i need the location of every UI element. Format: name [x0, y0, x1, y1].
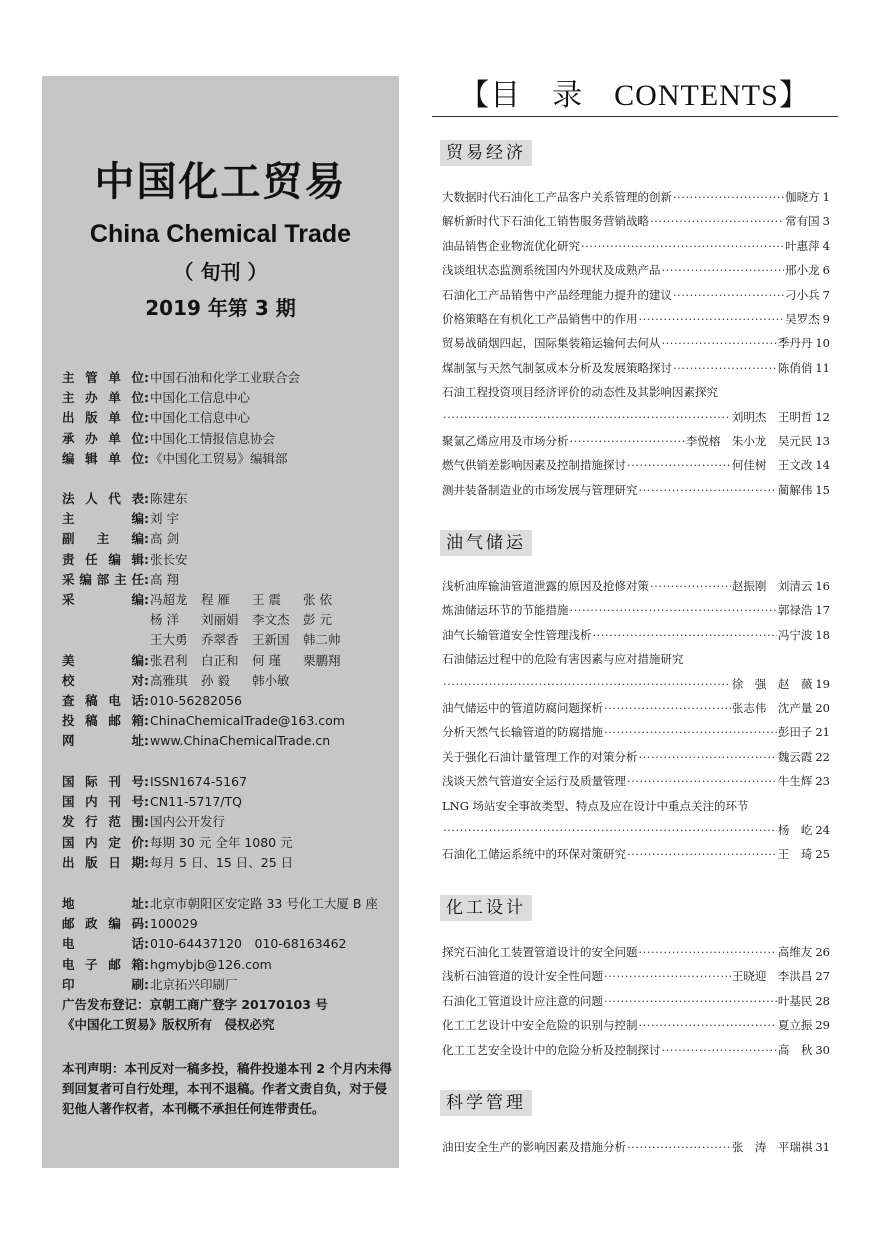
org-info: [62, 368, 392, 469]
toc-leader-dots: [639, 1013, 777, 1037]
toc-entry-page: 12: [815, 409, 830, 424]
toc-entry-authors: 赵振刚 刘清云: [731, 579, 813, 593]
toc-entry-title: 测井装备制造业的市场发展与管理研究: [442, 482, 638, 497]
toc-entry[interactable]: 石油储运过程中的危险有害因素与应对措施研究: [442, 652, 684, 667]
toc-entry-page: 4: [822, 238, 830, 253]
toc-entry-page: 24: [815, 823, 830, 837]
staff-row-label: 责任编辑: [62, 551, 144, 567]
proofreader-name: 孙 毅: [201, 672, 230, 688]
toc-leader-dots: [604, 720, 777, 744]
art-editor-name: 栗鹏翔: [303, 652, 341, 668]
contact-row: 网址 : www.ChinaChemicalTrade.cn: [62, 731, 392, 751]
contact-row-label: 网址: [62, 733, 144, 749]
toc-entry[interactable]: 石油工程投资项目经济评价的动态性及其影响因素探究: [442, 385, 718, 400]
toc-entry-title: 石油化工管道设计应注意的问题: [442, 993, 603, 1008]
toc-leader-dots: [650, 574, 731, 598]
toc-entry[interactable]: [442, 672, 830, 696]
reporters-row: [62, 610, 392, 630]
toc-leader-dots: [604, 964, 731, 988]
publication-row: 发行范围 : 国内公开发行: [62, 812, 392, 832]
toc-entry-title: 化工工艺设计中安全危险的识别与控制: [442, 1018, 638, 1033]
toc-entry-title: 浅析石油管道的设计安全性问题: [442, 969, 603, 984]
toc-entry-title: 石油化工储运系统中的环保对策研究: [442, 847, 626, 862]
toc-entry-authors: 李悦榕 朱小龙 吴元民: [685, 434, 813, 448]
toc-entry[interactable]: LNG 场站安全事故类型、特点及应在设计中重点关注的环节: [442, 798, 749, 813]
toc-leader-dots: [662, 331, 777, 355]
toc-entry[interactable]: [442, 964, 830, 988]
publication-row-value: 每期 30 元 全年 1080 元: [150, 834, 293, 850]
toc-entry-authors: 高维友: [777, 945, 813, 959]
reporters-row: 采编 : 冯超龙 程 雁 王 震 张 依: [62, 590, 392, 610]
toc-entry-authors: 蔺解伟: [777, 482, 813, 497]
address-row-label: 印刷: [62, 976, 144, 992]
magazine-frequency: （ 旬刊 ）: [173, 260, 268, 284]
toc-leader-dots: [581, 234, 784, 258]
staff-row-label: 采编部主任: [62, 571, 144, 587]
reporters-label: 采编: [62, 591, 144, 607]
staff-row-label: 主编: [62, 511, 144, 527]
publication-row-label: 出版日期: [62, 854, 144, 870]
proofreaders-row: 校对 : 高雅琪 孙 毅 韩小敏: [62, 671, 392, 691]
toc-entry-title: 分析天然气长输管道的防腐措施: [442, 725, 603, 740]
toc-leader-dots: [627, 842, 777, 866]
publication-row-value: 国内公开发行: [150, 814, 226, 830]
toc-entry[interactable]: [442, 1135, 830, 1159]
section-heading: 化工设计: [440, 895, 532, 921]
toc-entry-page: 3: [822, 214, 830, 229]
address-row-label: 地址: [62, 896, 144, 911]
reporter-names: [150, 590, 354, 610]
toc-entry-page: 18: [815, 627, 830, 642]
toc-entry[interactable]: [442, 356, 830, 380]
contact-row-value: www.ChinaChemicalTrade.cn: [150, 733, 331, 749]
toc-entry-page: 14: [815, 458, 830, 473]
staff-row: 法人代表 : 陈建东: [62, 489, 392, 509]
address-row-value: 100029: [150, 916, 198, 932]
org-info-row-value: 中国石油和化学工业联合会: [150, 370, 301, 385]
toc-leader-dots: [673, 356, 777, 380]
toc-entry-page: 15: [815, 482, 830, 497]
toc-entry-page: 1: [822, 190, 830, 204]
toc-leader-dots: [673, 185, 784, 209]
toc-leader-dots: [650, 209, 784, 233]
toc-title: 【目 录 CONTENTS】: [459, 79, 810, 112]
contact-row-value: ChinaChemicalTrade@163.com: [150, 713, 345, 729]
magazine-title-en: China Chemical Trade: [89, 220, 352, 248]
toc-entry-title: 燃气供销差影响因素及控制措施探讨: [442, 458, 626, 473]
toc-leader-dots: [627, 453, 731, 477]
toc-entry-authors: 刘明杰 王明哲: [731, 409, 813, 424]
publication-row-label: 国内定价: [62, 834, 144, 850]
section-heading: 科学管理: [440, 1090, 532, 1116]
reporter-name: 张 依: [303, 591, 332, 607]
toc-entry-page: 6: [822, 263, 830, 278]
toc-entry[interactable]: [442, 283, 830, 307]
publication-row: 国内刊号 : CN11-5717/TQ: [62, 792, 392, 812]
toc-entry-page: 30: [815, 1042, 830, 1057]
toc-entry-title: 解析新时代下石油化工销售服务营销战略: [442, 214, 649, 229]
toc-entry-page: 22: [815, 749, 830, 764]
toc-leader-dots: [570, 429, 685, 453]
org-info-row-label: 编辑单位: [62, 450, 144, 466]
toc-entry[interactable]: [442, 818, 830, 842]
toc-entry[interactable]: [442, 478, 830, 502]
toc-entry-page: 20: [815, 701, 830, 715]
toc-entry-authors: 季丹丹: [777, 336, 813, 351]
reporter-names: [150, 630, 354, 650]
staff-row-label: 副主编: [62, 531, 144, 547]
toc-entry-authors: 陈俏俏: [777, 360, 813, 375]
journal-statement: 本刊声明：本刊反对一稿多投，稿件投递本刊 2 个月内未得到回复者可自行处理，本刊不退稿。作者文责自负，对于侵犯他人著作权者，本刊概不承担任何连带责任。: [62, 1061, 392, 1116]
address-row: 印刷 : 北京拓兴印刷厂: [62, 975, 392, 995]
toc-entry[interactable]: [442, 209, 830, 233]
toc-entry-page: 13: [815, 434, 830, 448]
toc-entry[interactable]: [442, 331, 830, 355]
toc-entry-page: 25: [815, 847, 830, 862]
staff-row: 副主编 : 高 剑: [62, 529, 392, 549]
reporter-names: [150, 610, 354, 630]
toc-leader-dots: [639, 307, 785, 331]
reporter-name: 王新国: [252, 632, 290, 648]
address-row-value: hgmybjb@126.com: [150, 956, 272, 972]
contact-row-label: 投稿邮箱: [62, 713, 144, 729]
toc-entry-authors: 何佳树 王文改: [731, 458, 813, 473]
toc-entry-page: 26: [815, 945, 830, 959]
toc-entry-page: 17: [815, 603, 830, 618]
toc-leader-dots: [627, 1135, 731, 1159]
toc-leader-dots: [443, 405, 731, 429]
toc-entry-authors: 张志伟 沈产量: [731, 701, 813, 715]
toc-entry-title: 浅析油库输油管道泄露的原因及抢修对策: [442, 579, 649, 593]
masthead-panel: [42, 76, 399, 1168]
toc-entry-authors: 张 涛 平瑞祺: [731, 1140, 813, 1154]
proofreader-name: 高雅琪: [150, 672, 188, 688]
org-info-row: 主办单位 : 中国化工信息中心: [62, 388, 392, 408]
org-info-row: 承办单位 : 中国化工情报信息协会: [62, 429, 392, 449]
publication-row-value: CN11-5717/TQ: [150, 794, 242, 810]
address-row-value: 北京拓兴印刷厂: [150, 976, 238, 992]
publication-row-label: 国内刊号: [62, 794, 144, 810]
toc-entry-page: 19: [815, 676, 830, 691]
issue-number: 2019 年第 3 期: [145, 296, 296, 320]
address-row-value: 010-64437120 010-68163462: [150, 936, 347, 952]
toc-entry-page: 7: [822, 287, 830, 302]
org-info-row: 出版单位 : 中国化工信息中心: [62, 408, 392, 428]
org-info-row: 编辑单位 : 《中国化工贸易》编辑部: [62, 449, 392, 469]
proofreaders-names: [150, 671, 303, 691]
toc-entry-authors: 彭田子: [777, 725, 813, 740]
art-editor-name: 何 瑾: [252, 652, 281, 668]
toc-entry[interactable]: [442, 185, 830, 209]
reporter-name: 乔翠香: [201, 632, 239, 648]
toc-entry[interactable]: [442, 574, 830, 598]
toc-entry-authors: 邢小龙: [785, 263, 820, 278]
toc-entry[interactable]: [442, 405, 830, 429]
toc-leader-dots: [662, 258, 785, 282]
toc-leader-dots: [639, 478, 777, 502]
toc-leader-dots: [673, 283, 784, 307]
staff-row-label: 法人代表: [62, 491, 144, 506]
publication-row-label: 发行范围: [62, 814, 144, 830]
editorial-staff: [62, 489, 392, 751]
toc-entry-page: 10: [815, 336, 830, 351]
publication-row: 国际刊号 : ISSN1674-5167: [62, 772, 392, 792]
toc-entry-page: 9: [822, 312, 830, 326]
staff-row: 责任编辑 : 张长安: [62, 550, 392, 570]
toc-entry[interactable]: [442, 842, 830, 866]
toc-leader-dots: [443, 672, 731, 696]
art-editor-name: 张君利: [150, 652, 188, 668]
toc-entry[interactable]: [442, 940, 830, 964]
org-info-row: 主管单位 : 中国石油和化学工业联合会: [62, 368, 392, 388]
toc-entry-title: 石油化工产品销售中产品经理能力提升的建议: [442, 287, 672, 302]
toc-entry[interactable]: [442, 696, 830, 720]
toc-entry-title: 油气长输管道安全性管理浅析: [442, 627, 592, 642]
toc-leader-dots: [662, 1038, 777, 1062]
toc-entry-page: 23: [815, 774, 830, 789]
art-editors-row: 美编 : 张君利 白正和 何 瑾 栗鹏翔: [62, 651, 392, 671]
toc-leader-dots: [443, 818, 777, 842]
publication-row: 出版日期 : 每月 5 日、15 日、25 日: [62, 853, 392, 873]
toc-entry-authors: 冯宁波: [777, 627, 813, 642]
toc-entry[interactable]: [442, 258, 830, 282]
address-info: [62, 894, 392, 1035]
address-row: 电子邮箱 : hgmybjb@126.com: [62, 955, 392, 975]
toc-entry-title: 浅谈组状态监测系统国内外现状及成熟产品: [442, 263, 661, 278]
toc-entry-title: 聚氯乙烯应用及市场分析: [442, 434, 569, 448]
staff-row-value: 张长安: [150, 551, 188, 567]
publication-info: [62, 772, 392, 873]
art-editor-name: 白正和: [201, 652, 239, 668]
toc-entry-authors: 夏立振: [777, 1018, 813, 1033]
toc-entry-page: 11: [815, 360, 830, 375]
toc-leader-dots: [639, 745, 777, 769]
toc-leader-dots: [593, 623, 777, 647]
toc-leader-dots: [627, 769, 777, 793]
publication-row-value: 每月 5 日、15 日、25 日: [150, 854, 294, 870]
reporters-label: [62, 630, 144, 650]
org-info-row-value: 中国化工信息中心: [150, 390, 251, 406]
address-row: 邮政编码 : 100029: [62, 914, 392, 934]
address-row-label: 邮政编码: [62, 916, 144, 932]
toc-entry-authors: 高 秋: [777, 1042, 813, 1057]
toc-entry[interactable]: [442, 769, 830, 793]
org-info-row-label: 主管单位: [62, 370, 144, 385]
art-editors-names: [150, 651, 354, 671]
address-row-label: 电子邮箱: [62, 956, 144, 972]
org-info-row-label: 承办单位: [62, 430, 144, 446]
publication-row: 国内定价 : 每期 30 元 全年 1080 元: [62, 833, 392, 853]
contact-row-value: 010-56282056: [150, 692, 242, 708]
toc-entry[interactable]: [442, 623, 830, 647]
reporter-name: 王大勇: [150, 632, 188, 648]
toc-leader-dots: [604, 989, 777, 1013]
proofreader-name: 韩小敏: [252, 672, 290, 688]
section-heading: 贸易经济: [440, 140, 532, 166]
org-info-row-label: 主办单位: [62, 390, 144, 406]
org-info-row-value: 中国化工情报信息协会: [150, 430, 276, 446]
toc-entry-title: 煤制氢与天然气制氢成本分析及发展策略探讨: [442, 360, 672, 375]
org-info-row-value: 《中国化工贸易》编辑部: [150, 450, 288, 466]
staff-row-value: 高 剑: [150, 531, 179, 547]
toc-entry-title: 化工工艺安全设计中的危险分析及控制探讨: [442, 1042, 661, 1057]
toc-entry[interactable]: [442, 453, 830, 477]
reporter-name: 刘丽娟: [201, 612, 239, 628]
address-row-label: 电话: [62, 936, 144, 952]
toc-entry-authors: 徐 强 赵 薇: [731, 676, 813, 691]
proofreaders-label: 校对: [62, 672, 144, 688]
staff-row: 采编部主任 : 高 翔: [62, 570, 392, 590]
reporter-name: 杨 洋: [150, 612, 179, 628]
staff-row-value: 陈建东: [150, 491, 188, 506]
toc-entry-title: 大数据时代石油化工产品客户关系管理的创新: [442, 190, 672, 204]
toc-entry-page: 29: [815, 1018, 830, 1033]
toc-entry-title: 浅谈天然气管道安全运行及质量管理: [442, 774, 626, 789]
toc-entry[interactable]: [442, 1013, 830, 1037]
toc-entry-title: 探究石油化工装置管道设计的安全问题: [442, 945, 638, 959]
ad-registration: 广告发布登记：京朝工商广登字 20170103 号: [62, 996, 328, 1012]
toc-entry-authors: 刁小兵: [785, 287, 820, 302]
address-row-value: 北京市朝阳区安定路 33 号化工大厦 B 座: [150, 896, 378, 911]
toc-entry-title: 油气储运中的管道防腐问题探析: [442, 701, 603, 715]
publication-row-label: 国际刊号: [62, 774, 144, 789]
toc-entry-page: 21: [815, 725, 830, 740]
contact-row-label: 查稿电话: [62, 692, 144, 708]
reporter-name: 李文杰: [252, 612, 290, 628]
toc-entry[interactable]: [442, 307, 830, 331]
staff-row-value: 刘 宇: [150, 511, 179, 527]
toc-entry[interactable]: [442, 598, 830, 622]
toc-entry-authors: 魏云霞: [777, 749, 813, 764]
toc-entry[interactable]: [442, 429, 830, 453]
reporter-name: 韩二帅: [303, 632, 341, 648]
toc-entry-authors: 常有国: [785, 214, 820, 229]
toc-entry[interactable]: [442, 234, 830, 258]
reporters-row: [62, 630, 392, 650]
contact-row: 查稿电话 : 010-56282056: [62, 691, 392, 711]
toc-entry-page: 16: [815, 579, 830, 593]
reporter-name: 程 雁: [201, 591, 230, 607]
art-editors-label: 美编: [62, 652, 144, 668]
org-info-row-label: 出版单位: [62, 410, 144, 426]
toc-entry[interactable]: [442, 989, 830, 1013]
toc-entry-title: 油田安全生产的影响因素及措施分析: [442, 1140, 626, 1154]
toc-entry-title: 油品销售企业物流优化研究: [442, 238, 580, 253]
magazine-title-cn: 中国化工贸易: [94, 159, 347, 205]
org-info-row-value: 中国化工信息中心: [150, 410, 251, 426]
staff-row-value: 高 翔: [150, 571, 179, 587]
section-heading: 油气储运: [440, 530, 532, 556]
toc-leader-dots: [604, 696, 731, 720]
toc-entry-authors: 伽晓方: [785, 190, 820, 204]
publication-row-value: ISSN1674-5167: [150, 774, 248, 789]
copyright-notice: 《中国化工贸易》版权所有 侵权必究: [62, 1017, 275, 1033]
toc-entry[interactable]: [442, 1038, 830, 1062]
toc-entry-authors: 叶基民: [777, 993, 813, 1008]
toc-entry-page: 28: [815, 993, 830, 1008]
toc-divider: [432, 116, 838, 117]
toc-entry[interactable]: [442, 745, 830, 769]
staff-row: 主编 : 刘 宇: [62, 509, 392, 529]
toc-entry-title: 关于强化石油计量管理工作的对策分析: [442, 749, 638, 764]
toc-entry-authors: 牛生辉: [777, 774, 813, 789]
toc-leader-dots: [639, 940, 777, 964]
reporter-name: 彭 元: [303, 612, 332, 628]
reporter-name: 王 震: [252, 591, 281, 607]
toc-entry-page: 31: [815, 1140, 830, 1154]
toc-entry-authors: 王 琦: [777, 847, 813, 862]
toc-entry-page: 27: [815, 969, 830, 984]
toc-entry[interactable]: [442, 720, 830, 744]
toc-entry-title: 价格策略在有机化工产品销售中的作用: [442, 312, 638, 326]
toc-entry-authors: 王晓迎 李洪昌: [731, 969, 813, 984]
toc-entry-authors: 吴罗杰: [785, 312, 820, 326]
toc-entry-title: 贸易战硝烟四起，国际集装箱运输何去何从: [442, 336, 661, 351]
toc-entry-authors: 叶惠萍: [785, 238, 820, 253]
toc-entry-authors: 郭禄浩: [777, 603, 813, 618]
toc-entry-authors: 杨 屹: [777, 823, 813, 837]
reporters-label: [62, 610, 144, 630]
address-row: 电话 : 010-64437120 010-68163462: [62, 934, 392, 954]
toc-leader-dots: [570, 598, 777, 622]
address-row: 地址 : 北京市朝阳区安定路 33 号化工大厦 B 座: [62, 894, 392, 914]
reporter-name: 冯超龙: [150, 591, 188, 607]
toc-entry-title: 炼油储运环节的节能措施: [442, 603, 569, 618]
contact-row: 投稿邮箱 : ChinaChemicalTrade@163.com: [62, 711, 392, 731]
